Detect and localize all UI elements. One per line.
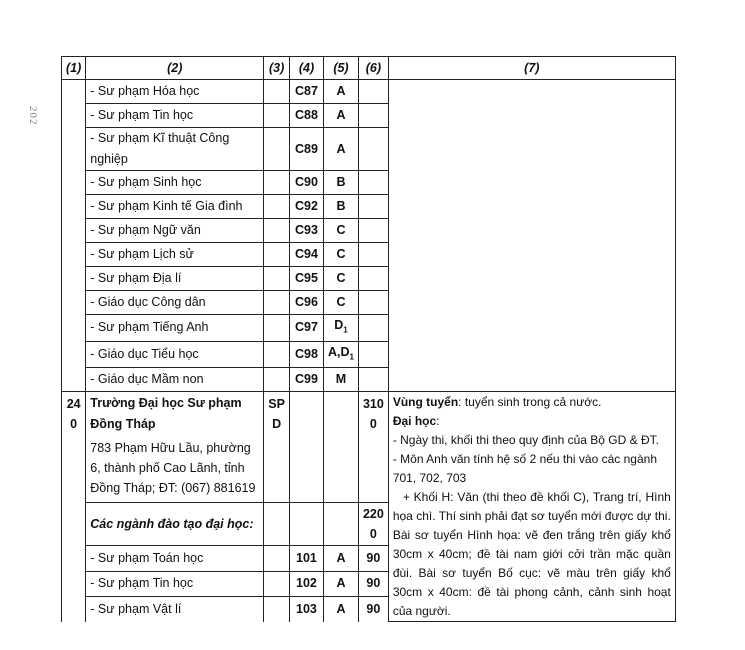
major-code: C95: [289, 267, 323, 291]
page-number: 202: [27, 106, 39, 126]
major-code: C98: [289, 341, 323, 368]
major-name: - Giáo dục Tiểu học: [86, 341, 264, 368]
major-code: C88: [289, 104, 323, 128]
major-name: - Sư phạm Địa lí: [86, 267, 264, 291]
major-code: C97: [289, 315, 323, 342]
major-code: C87: [289, 80, 323, 104]
major-block: A: [323, 546, 358, 571]
major-quota: 90: [358, 546, 388, 571]
col-header-2: (2): [86, 57, 264, 80]
major-block: $A,D_1$: [323, 341, 358, 368]
school-address: 783 Phạm Hữu Lầu, phường 6, thành phố Cao Lãnh, tỉnh Đồng Tháp; ĐT: (067) 881619: [86, 436, 264, 502]
major-name: - Sư phạm Hóa học: [86, 80, 264, 104]
section-label: Các ngành đào tạo đại học:: [86, 503, 264, 546]
note-line-1: - Ngày thi, khối thi theo quy định của Bộ GD & ĐT.: [392, 433, 659, 447]
major-name: - Sư phạm Toán học: [86, 546, 264, 571]
major-name: - Sư phạm Tiếng Anh: [86, 315, 264, 342]
col-header-6: (6): [358, 57, 388, 80]
major-block: B: [323, 195, 358, 219]
major-name: - Sư phạm Tin học: [86, 571, 264, 596]
major-code: C94: [289, 243, 323, 267]
admission-table: [61, 56, 676, 622]
section-quota: 220 0: [358, 503, 388, 546]
major-name: - Sư phạm Ngữ văn: [86, 219, 264, 243]
col-header-3: (3): [264, 57, 290, 80]
major-name: - Giáo dục Mầm non: [86, 368, 264, 392]
major-code: 103: [289, 597, 323, 622]
major-block: B: [323, 171, 358, 195]
notes-empty: [388, 80, 675, 392]
major-block: $D_1$: [323, 315, 358, 342]
school-stt: 24 0: [62, 392, 86, 437]
col-header-5: (5): [323, 57, 358, 80]
col-header-4: (4): [289, 57, 323, 80]
major-block: A: [323, 597, 358, 622]
school-code: SP D: [264, 392, 290, 437]
note-line-3: + Khối H: Văn (thi theo đề khối C), Trang trí, Hình họa chì. Thí sinh phải đạt sơ tuyển mới được dự thi. Bài sơ tuyển Hình họa: vẽ đen trắng trên giấy khổ 30cm x 40cm; đề tài nam giới cởi trần mặc quần đùi. Bài sơ tuyển Bố cục: vẽ màu trên giấy khổ 30cm x 40cm: đề tài phong cảnh, cảnh sinh hoạt của người.: [392, 490, 671, 618]
major-block: C: [323, 243, 358, 267]
major-code: C99: [289, 368, 323, 392]
school-row: [62, 392, 676, 437]
major-block: C: [323, 291, 358, 315]
major-code: C90: [289, 171, 323, 195]
col-header-1: (1): [62, 57, 86, 80]
major-quota: 90: [358, 597, 388, 622]
region-label: Vùng tuyển: [392, 395, 459, 409]
major-name: - Giáo dục Công dân: [86, 291, 264, 315]
major-block: A: [323, 128, 358, 171]
major-block: A: [323, 80, 358, 104]
major-block: A: [323, 571, 358, 596]
school-quota: 310 0: [358, 392, 388, 437]
region-text: : tuyển sinh trong cả nước.: [458, 395, 602, 409]
major-block: M: [323, 368, 358, 392]
major-block: A: [323, 104, 358, 128]
note-line-2: - Môn Anh văn tính hệ số 2 nếu thi vào các ngành 701, 702, 703: [392, 452, 657, 485]
header-row: [62, 57, 676, 80]
major-block: C: [323, 267, 358, 291]
major-block: C: [323, 219, 358, 243]
university-label: Đại học: [392, 414, 437, 428]
major-name: - Sư phạm Tin học: [86, 104, 264, 128]
major-quota: 90: [358, 571, 388, 596]
major-row: [62, 80, 676, 104]
major-code: C96: [289, 291, 323, 315]
major-name: - Sư phạm Sinh học: [86, 171, 264, 195]
major-name: - Sư phạm Kinh tế Gia đình: [86, 195, 264, 219]
major-name: - Sư phạm Lịch sử: [86, 243, 264, 267]
major-name: - Sư phạm Kĩ thuật Công nghiệp: [86, 128, 264, 171]
school-name: Trường Đại học Sư phạm Đồng Tháp: [86, 392, 264, 437]
major-code: C93: [289, 219, 323, 243]
col-header-7: (7): [388, 57, 675, 80]
major-code: C92: [289, 195, 323, 219]
major-code: 102: [289, 571, 323, 596]
major-code: 101: [289, 546, 323, 571]
major-name: - Sư phạm Vật lí: [86, 597, 264, 622]
major-code: C89: [289, 128, 323, 171]
school-notes: Vùng tuyển: tuyển sinh trong cả nước. Đại học: - Ngày thi, khối thi theo quy định của Bộ GD & ĐT. - Môn Anh văn tính hệ số 2 nếu thi vào các ngành 701, 702, 703 + Khối H: Văn (thi theo đề khối C), Trang trí, Hình họa chì. Thí sinh phải đạt sơ tuyển mới được dự thi. Bài sơ tuyển Hình họa: vẽ đen trắng trên giấy khổ 30cm x 40cm; đề tài nam giới cởi trần mặc quần đùi. Bài sơ tuyển Bố cục: vẽ màu trên giấy khổ 30cm x 40cm: đề tài phong cảnh, cảnh sinh hoạt của người.: [388, 392, 675, 622]
